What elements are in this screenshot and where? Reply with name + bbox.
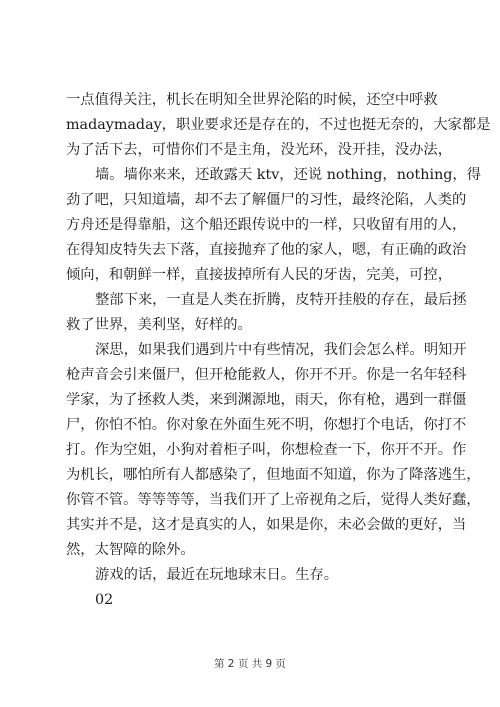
text-line: 为了活下去，可惜你们不是主角，没光环，没开挂，没办法， (66, 142, 453, 158)
text-line: 游戏的话，最近在玩地球末日。生存。 (95, 567, 339, 583)
text-line: 墙。墙你来来，还敢露天 ktv，还说 nothing，nothing，得 (95, 167, 482, 183)
paragraph-1 (66, 88, 491, 163)
paragraph-3 (66, 288, 467, 338)
page-number-footer: 第 2 页 共 9 页 (213, 658, 287, 670)
text-line: 学家，为了拯救人类，来到渊源地，雨天，你有枪，遇到一群僵 (66, 392, 467, 408)
section-number (66, 588, 450, 613)
paragraph-5 (66, 563, 450, 588)
document-body (66, 88, 491, 613)
text-line: 你管不管。等等等等，当我们开了上帝视角之后，觉得人类好蠢， (66, 492, 481, 508)
text-line: 打。作为空姐，小狗对着柜子叫，你想检查一下，你开不开。作 (66, 442, 467, 458)
text-line: 救了世界，美利坚，好样的。 (66, 317, 252, 333)
paragraph-4 (66, 338, 481, 563)
text-line: 为机长，哪怕所有人都感染了，但地面不知道，你为了降落逃生， (66, 467, 481, 483)
text-line: 其实并不是，这才是真实的人，如果是你，未必会做的更好，当 (66, 517, 467, 533)
text-line: 02 (95, 592, 114, 608)
text-line: 在得知皮特失去下落，直接抛弃了他的家人，嗯，有正确的政治 (66, 242, 467, 258)
text-line: madaymaday，职业要求还是存在的，不过也挺无奈的，大家都是 (66, 117, 491, 133)
text-line: 然，太智障的除外。 (66, 542, 195, 558)
text-line: 枪声音会引来僵尸，但开枪能救人，你开不开。你是一名年轻科 (66, 367, 467, 383)
text-line: 一点值得关注，机长在明知全世界沦陷的时候，还空中呼救 (66, 92, 438, 108)
text-line: 劲了吧，只知道墙，却不去了解僵尸的习性，最终沦陷，人类的 (66, 192, 467, 208)
text-line: 尸，你怕不怕。你对象在外面生死不明，你想打个电话，你打不 (66, 417, 467, 433)
text-line: 整部下来，一直是人类在折腾，皮特开挂般的存在，最后拯 (95, 292, 467, 308)
text-line: 方舟还是得靠船，这个船还跟传说中的一样，只收留有用的人， (66, 217, 467, 233)
text-line: 深思，如果我们遇到片中有些情况，我们会怎么样。明知开 (95, 342, 467, 358)
paragraph-2 (66, 163, 482, 288)
text-line: 倾向，和朝鲜一样，直接拔掉所有人民的牙齿，完美，可控， (66, 267, 453, 283)
